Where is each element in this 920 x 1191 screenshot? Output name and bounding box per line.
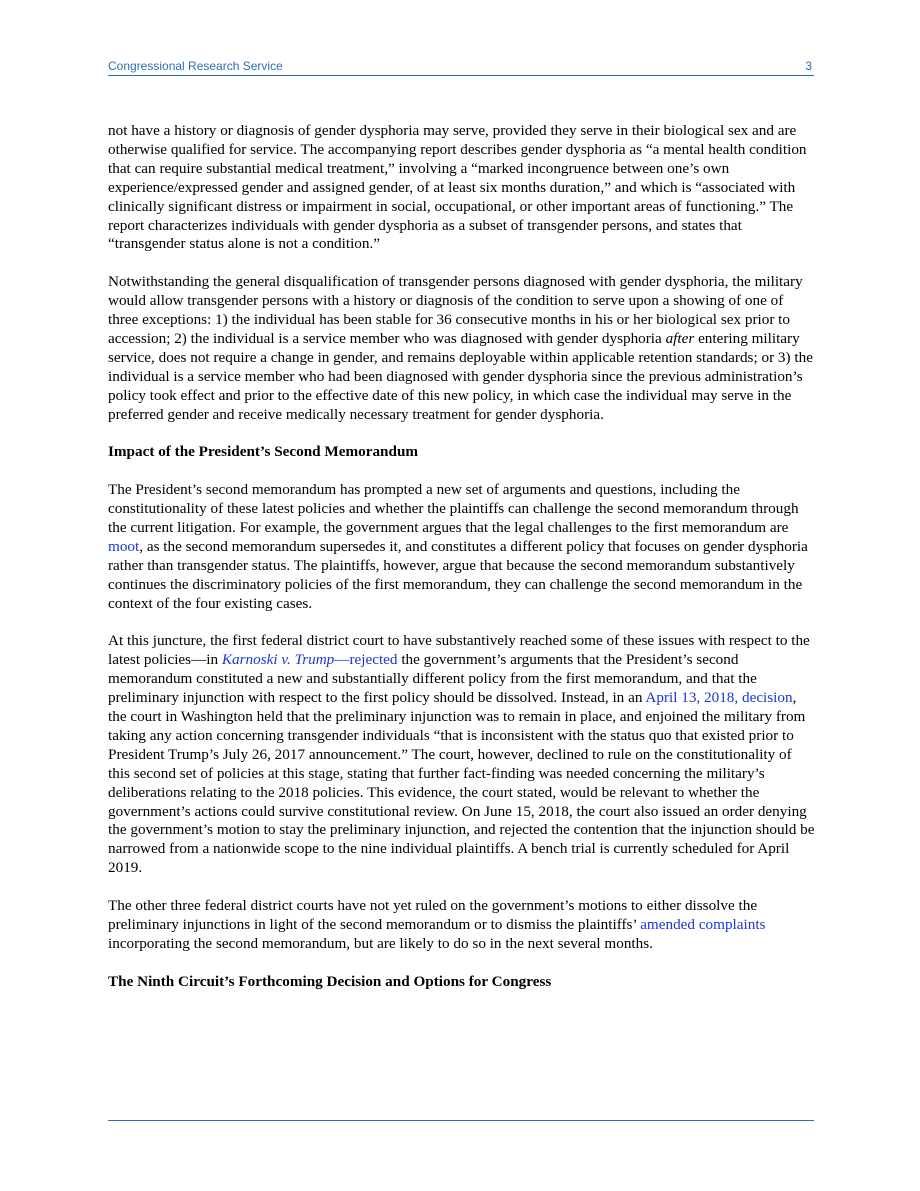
footer-divider [108, 1120, 814, 1121]
header-organization: Congressional Research Service [108, 59, 283, 73]
paragraph-5-text-b: incorporating the second memorandum, but are likely to do so in the next several months. [108, 934, 653, 952]
paragraph-5 [108, 897, 816, 954]
karnoski-dash: — [334, 651, 350, 669]
page-header [108, 58, 814, 76]
document-body [108, 122, 816, 1010]
paragraph-4-text-a: At this juncture, the first federal district court to have substantively reached some of these issues with respect to the latest policies—in [108, 632, 810, 669]
moot-link[interactable]: moot [108, 537, 140, 555]
paragraph-2-text-a: Notwithstanding the general disqualification of transgender persons diagnosed with gender dysphoria, the military would allow transgender persons with a history or diagnosis of the condition to serve upon a showing of one of three exceptions: 1) the individual has been stable for 36 consecutive months in his or her biological sex prior to accession; 2) the individual is a service member who was diagnosed with gender dysphoria [108, 273, 803, 347]
section-heading-ninth-circuit: The Ninth Circuit’s Forthcoming Decision and Options for Congress [108, 972, 552, 990]
emphasis-after: after [665, 329, 695, 347]
paragraph-3-text-a: The President’s second memorandum has prompted a new set of arguments and questions, including the constitutionality of these latest policies and whether the plaintiffs can challenge the second memorandum through the current litigation. For example, the government argues that the legal challenges to the first memorandum are [108, 481, 799, 536]
paragraph-4 [108, 632, 816, 878]
paragraph-4-text-c: , the court in Washington held that the preliminary injunction was to remain in place, and enjoined the military from taking any action concerning transgender individuals “that is inconsistent with the status quo that existed prior to President Trump’s July 26, 2017 announcement.” The court, however, declined to rule on the constitutionality of this second set of policies at this stage, stating that further fact-finding was needed concerning the military’s deliberations relating to the 2018 policies. This evidence, the court stated, would be relevant to whether the government’s actions could survive constitutional review. On June 15, 2018, the court also issued an order denying the government’s motion to stay the preliminary injunction, and rejected the contention that the injunction should be narrowed from a nationwide scope to the nine individual plaintiffs. A bench trial is currently scheduled for April 2019. [108, 689, 815, 877]
paragraph-2 [108, 273, 816, 424]
rejected-link[interactable]: rejected [349, 651, 398, 669]
karnoski-case-link[interactable]: Karnoski v. Trump [221, 651, 335, 669]
page-number: 3 [805, 59, 812, 73]
paragraph-3 [108, 481, 816, 613]
paragraph-1 [108, 122, 816, 254]
paragraph-5-text-a: The other three federal district courts have not yet ruled on the government’s motions to either dissolve the preliminary injunctions in light of the second memorandum or to dismiss the plaintiffs’ [108, 897, 758, 933]
paragraph-2-text-b: entering military service, does not require a change in gender, and remains deployable within applicable retention standards; or 3) the individual is a service member who had been diagnosed with gender dysphoria since the previous administration’s policy took effect and prior to the effective date of this new policy, in which case the individual may serve in the preferred gender and receive medically necessary treatment for gender dysphoria. [108, 329, 813, 423]
amended-complaints-link[interactable]: amended complaints [640, 915, 766, 933]
decision-link[interactable]: April 13, 2018, decision [645, 689, 793, 707]
section-heading-impact: Impact of the President’s Second Memorandum [108, 443, 419, 461]
paragraph-3-text-b: , as the second memorandum supersedes it, and constitutes a different policy that focuses on gender dysphoria rather than transgender status. The plaintiffs, however, argue that because the second memorandum substantively continues the discriminatory policies of the first memorandum, they can challenge the second memorandum in the context of the four existing cases. [108, 537, 808, 612]
paragraph-4-text-b: the government’s arguments that the President’s second memorandum constituted a new and substantially different policy from the first memorandum, and that the preliminary injunction with respect to the first policy should be dissolved. Instead, in an [108, 651, 757, 707]
paragraph-1-text: not have a history or diagnosis of gender dysphoria may serve, provided they serve in their biological sex and are otherwise qualified for service. The accompanying report describes gender dysphoria as “a mental health condition that can require substantial medical treatment,” involving a “marked incongruence between one’s own experience/expressed gender and assigned gender, of at least six months duration,” and which is “associated with clinically significant distress or impairment in social, occupational, or other important areas of functioning.” The report characterizes individuals with gender dysphoria as a subset of transgender persons, and states that “transgender status alone is not a condition.” [108, 122, 807, 253]
